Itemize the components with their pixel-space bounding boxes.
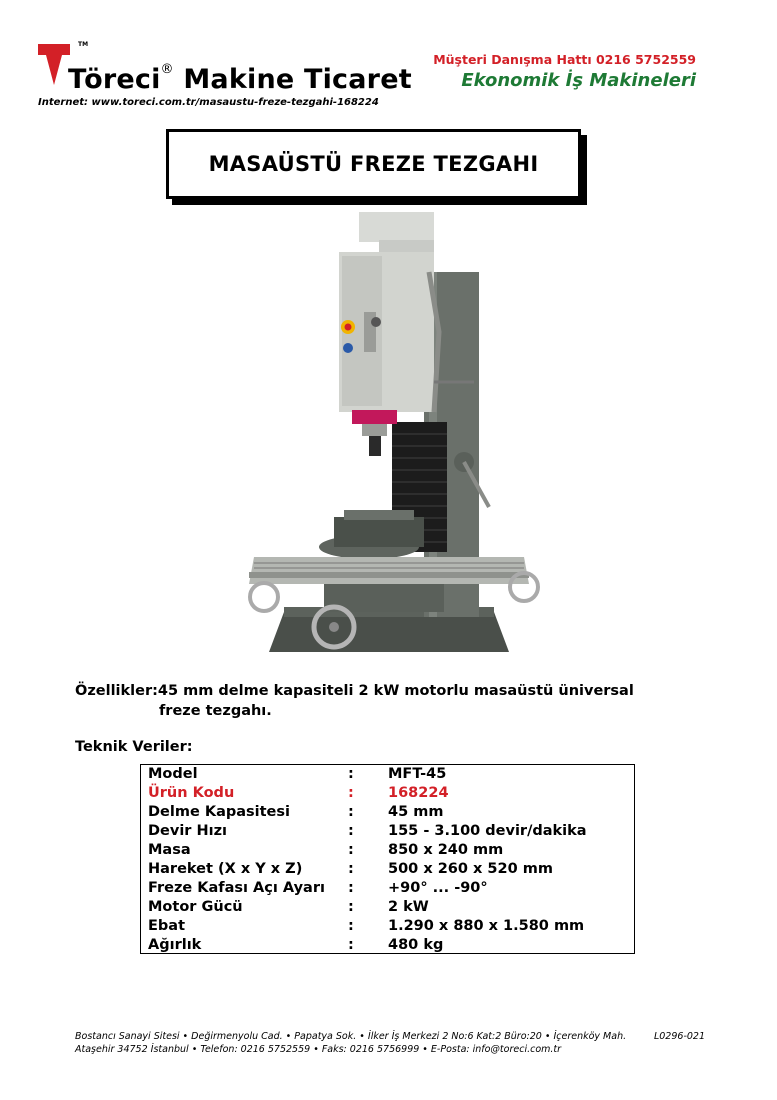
spec-name: Model [148, 766, 198, 782]
brand-name-rest: Makine Ticaret [183, 64, 412, 95]
spec-row-table [141, 842, 634, 861]
spec-row-weight [141, 937, 634, 956]
spec-separator: : [348, 823, 354, 839]
brand-name-first: Töreci [68, 64, 161, 95]
brand-name [68, 64, 412, 95]
spec-value: 168224 [388, 785, 449, 801]
spec-row-head-tilt [141, 880, 634, 899]
title-box [166, 129, 581, 199]
logo-trademark: TM [78, 41, 89, 48]
features-label: Özellikler: [75, 683, 158, 699]
company-slogan: Ekonomik İş Makineleri [461, 70, 696, 91]
features-line-1: 45 mm delme kapasiteli 2 kW motorlu masaüstü üniversal [157, 683, 634, 699]
spec-separator: : [348, 766, 354, 782]
customer-hotline: Müşteri Danışma Hattı 0216 5752559 [433, 52, 696, 67]
spec-name: Freze Kafası Açı Ayarı [148, 880, 325, 896]
technical-data-heading: Teknik Veriler: [75, 739, 193, 755]
spec-value: 45 mm [388, 804, 444, 820]
spec-value: 155 - 3.100 devir/dakika [388, 823, 587, 839]
spec-row-dimensions [141, 918, 634, 937]
spec-name: Ürün Kodu [148, 785, 235, 801]
spec-name: Motor Gücü [148, 899, 243, 915]
spec-name: Hareket (X x Y x Z) [148, 861, 303, 877]
spec-separator: : [348, 861, 354, 877]
spec-row-drilling-capacity [141, 804, 634, 823]
website-url: Internet: www.toreci.com.tr/masaustu-freze-tezgahi-168224 [38, 97, 379, 108]
product-photo-milling-machine [224, 212, 554, 668]
spec-value: MFT-45 [388, 766, 447, 782]
footer-line-1: Bostancı Sanayi Sitesi • Değirmenyolu Cad. • Papatya Sok. • İlker İş Merkezi 2 No:6 Kat:2 Büro:20 • İçerenköy Mah. [75, 1031, 627, 1042]
spec-name: Devir Hızı [148, 823, 228, 839]
registered-mark: ® [160, 62, 174, 77]
spec-row-product-code [141, 785, 634, 804]
features-line-2: freze tezgahı. [159, 703, 272, 719]
spec-separator: : [348, 899, 354, 915]
spec-value: 500 x 260 x 520 mm [388, 861, 553, 877]
spec-value: 1.290 x 880 x 1.580 mm [388, 918, 585, 934]
spec-name: Ebat [148, 918, 186, 934]
footer-address [75, 1030, 705, 1056]
spec-separator: : [348, 785, 354, 801]
spec-separator: : [348, 842, 354, 858]
footer-line-2: Ataşehir 34752 İstanbul • Telefon: 0216 5752559 • Faks: 0216 5756999 • E-Posta: info@toreci.com.tr [75, 1044, 562, 1055]
spec-separator: : [348, 937, 354, 953]
spec-row-model [141, 766, 634, 785]
spec-value: 480 kg [388, 937, 444, 953]
spec-value: 850 x 240 mm [388, 842, 504, 858]
spec-row-travel [141, 861, 634, 880]
spec-separator: : [348, 880, 354, 896]
page-title: MASAÜSTÜ FREZE TEZGAHI [208, 152, 539, 176]
spec-row-speed [141, 823, 634, 842]
spec-value: +90° ... -90° [388, 880, 488, 896]
spec-name: Masa [148, 842, 191, 858]
spec-table [140, 764, 635, 954]
spec-value: 2 kW [388, 899, 429, 915]
logo-t-stem [46, 55, 62, 85]
document-code: L0296-021 [653, 1031, 705, 1042]
features-text [75, 681, 715, 721]
spec-separator: : [348, 804, 354, 820]
spec-name: Delme Kapasitesi [148, 804, 290, 820]
spec-separator: : [348, 918, 354, 934]
logo-t-mark [38, 44, 70, 55]
spec-name: Ağırlık [148, 937, 202, 953]
spec-row-motor-power [141, 899, 634, 918]
